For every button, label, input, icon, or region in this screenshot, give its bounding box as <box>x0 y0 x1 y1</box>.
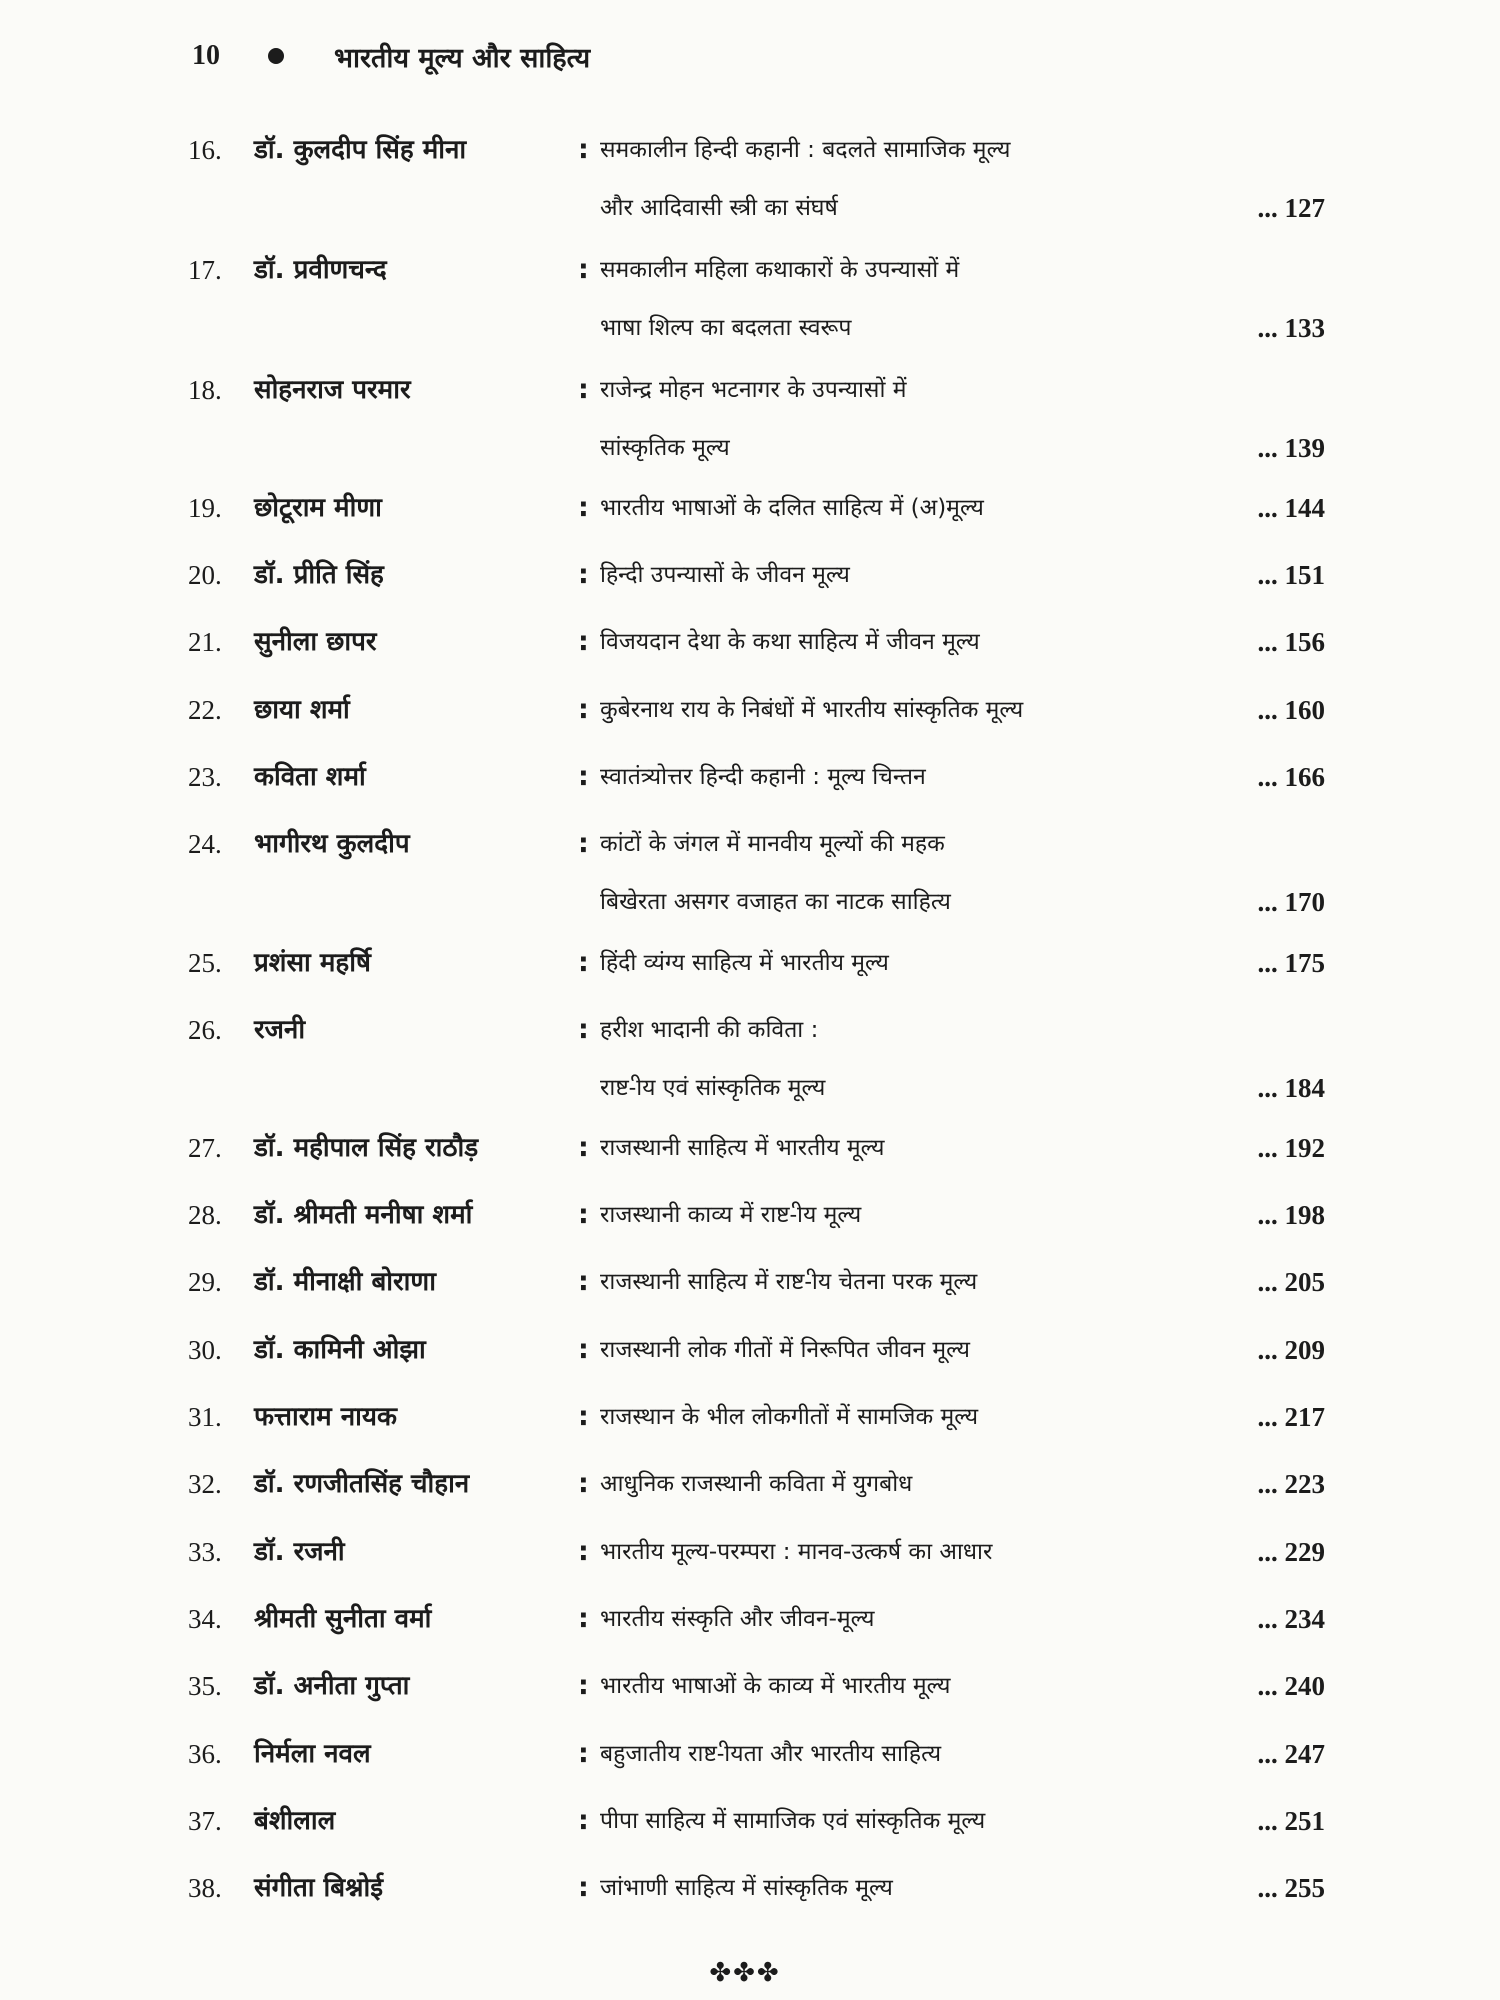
entry-page-number: ... 198 <box>1257 1200 1325 1230</box>
entry-number: 36. <box>188 1739 222 1769</box>
entry-page-number: ... 170 <box>1257 887 1325 917</box>
entry-title-line: और आदिवासी स्त्री का संघर्ष <box>600 195 838 221</box>
entry-separator: : <box>578 1805 589 1836</box>
entry-title <box>600 555 1200 595</box>
entry-page-number: ... 160 <box>1257 695 1325 725</box>
entry-page-number: ... 192 <box>1257 1133 1325 1163</box>
entry-separator: : <box>578 1536 589 1567</box>
entry-page-number: ... 139 <box>1257 433 1325 463</box>
entry-author: डॉ. महीपाल सिंह राठौड़ <box>254 1133 479 1163</box>
entry-title-line: राजेन्द्र मोहन भटनागर के उपन्यासों में <box>600 377 907 403</box>
entry-page-number: ... 234 <box>1257 1604 1325 1634</box>
entry-author: फत्ताराम नायक <box>254 1402 397 1432</box>
entry-number: 30. <box>188 1335 222 1365</box>
entry-separator: : <box>578 1603 589 1634</box>
entry-number: 24. <box>188 829 222 859</box>
entry-number: 26. <box>188 1015 222 1045</box>
entry-title-line: राजस्थानी साहित्य में राष्ट-ीय चेतना परक मूल्य <box>600 1269 978 1295</box>
entry-number: 23. <box>188 762 222 792</box>
entry-author: डॉ. अनीता गुप्ता <box>254 1671 410 1701</box>
toc-entry <box>0 1801 1500 1841</box>
entry-page-number: ... 184 <box>1257 1073 1325 1103</box>
entry-separator: : <box>578 134 589 165</box>
entry-title <box>600 130 1200 228</box>
entry-page-number: ... 127 <box>1257 193 1325 223</box>
toc-entry <box>0 1397 1500 1437</box>
entry-separator: : <box>578 1199 589 1230</box>
entry-separator: : <box>578 559 589 590</box>
entry-title <box>600 943 1200 983</box>
entry-separator: : <box>578 1401 589 1432</box>
toc-entry <box>0 1734 1500 1774</box>
toc-entry <box>0 690 1500 730</box>
entry-title-line: जांभाणी साहित्य में सांस्कृतिक मूल्य <box>600 1875 893 1901</box>
entry-number: 16. <box>188 135 222 165</box>
entry-title-line: भारतीय मूल्य-परम्परा : मानव-उत्कर्ष का आधार <box>600 1539 993 1565</box>
entry-author: बंशीलाल <box>254 1806 336 1836</box>
toc-entry <box>0 250 1500 350</box>
entry-separator: : <box>578 1872 589 1903</box>
entry-separator: : <box>578 1670 589 1701</box>
entry-page-number: ... 209 <box>1257 1335 1325 1365</box>
entry-page-number: ... 240 <box>1257 1671 1325 1701</box>
entry-separator: : <box>578 761 589 792</box>
entry-title-line: बिखेरता असगर वजाहत का नाटक साहित्य <box>600 889 951 915</box>
entry-title <box>600 1010 1200 1108</box>
entry-page-number: ... 223 <box>1257 1469 1325 1499</box>
toc-entry <box>0 622 1500 662</box>
entry-page-number: ... 144 <box>1257 493 1325 523</box>
entry-title-line: आधुनिक राजस्थानी कविता में युगबोध <box>600 1471 913 1497</box>
entry-author: डॉ. कामिनी ओझा <box>254 1335 426 1365</box>
entry-page-number: ... 166 <box>1257 762 1325 792</box>
entry-number: 28. <box>188 1200 222 1230</box>
toc-entry <box>0 370 1500 470</box>
entry-title <box>600 1330 1200 1370</box>
entry-number: 19. <box>188 493 222 523</box>
entry-page-number: ... 251 <box>1257 1806 1325 1836</box>
entry-author: कविता शर्मा <box>254 762 366 792</box>
entry-title-line: विजयदान देथा के कथा साहित्य में जीवन मूल्य <box>600 629 980 655</box>
entry-page-number: ... 247 <box>1257 1739 1325 1769</box>
entry-separator: : <box>578 1132 589 1163</box>
entry-title <box>600 622 1200 662</box>
entry-title-line: समकालीन महिला कथाकारों के उपन्यासों में <box>600 257 960 283</box>
entry-title-line: हरीश भादानी की कविता : <box>600 1017 819 1043</box>
entry-title <box>600 1464 1200 1504</box>
page-number: 10 <box>192 40 220 71</box>
entry-title <box>600 1397 1200 1437</box>
entry-number: 34. <box>188 1604 222 1634</box>
entry-page-number: ... 133 <box>1257 313 1325 343</box>
entry-number: 37. <box>188 1806 222 1836</box>
entry-title <box>600 1801 1200 1841</box>
toc-entry <box>0 1868 1500 1908</box>
entry-number: 25. <box>188 948 222 978</box>
entry-title <box>600 824 1200 922</box>
entry-title-line: हिंदी व्यंग्य साहित्य में भारतीय मूल्य <box>600 950 889 976</box>
entry-title-line: राजस्थानी साहित्य में भारतीय मूल्य <box>600 1135 885 1161</box>
entry-page-number: ... 156 <box>1257 627 1325 657</box>
entry-title-line: राष्ट-ीय एवं सांस्कृतिक मूल्य <box>600 1075 826 1101</box>
toc-entry <box>0 1010 1500 1110</box>
toc-entry <box>0 130 1500 230</box>
entry-number: 17. <box>188 255 222 285</box>
entry-separator: : <box>578 374 589 405</box>
entry-number: 22. <box>188 695 222 725</box>
toc-entry <box>0 1666 1500 1706</box>
entry-title-line: बहुजातीय राष्ट-ीयता और भारतीय साहित्य <box>600 1741 942 1767</box>
entry-page-number: ... 151 <box>1257 560 1325 590</box>
entry-author: डॉ. रणजीतसिंह चौहान <box>254 1469 470 1499</box>
entry-separator: : <box>578 1014 589 1045</box>
running-title: भारतीय मूल्य और साहित्य <box>334 42 591 74</box>
toc-entry <box>0 1128 1500 1168</box>
entry-title <box>600 1868 1200 1908</box>
entry-separator: : <box>578 1266 589 1297</box>
entry-author: श्रीमती सुनीता वर्मा <box>254 1604 432 1634</box>
entry-author: डॉ. कुलदीप सिंह मीना <box>254 135 467 165</box>
entry-separator: : <box>578 1468 589 1499</box>
entry-number: 33. <box>188 1537 222 1567</box>
entry-title-line: सांस्कृतिक मूल्य <box>600 435 730 461</box>
toc-entry <box>0 1330 1500 1370</box>
entry-title-line: कांटों के जंगल में मानवीय मूल्यों की महक <box>600 831 945 857</box>
entry-title <box>600 1195 1200 1235</box>
entry-title <box>600 250 1200 348</box>
entry-author: निर्मला नवल <box>254 1739 371 1769</box>
toc-entry <box>0 488 1500 528</box>
entry-number: 21. <box>188 627 222 657</box>
entry-page-number: ... 229 <box>1257 1537 1325 1567</box>
toc-entry <box>0 943 1500 983</box>
entry-author: छाया शर्मा <box>254 695 350 725</box>
entry-author: रजनी <box>254 1015 306 1045</box>
entry-separator: : <box>578 1738 589 1769</box>
entry-page-number: ... 217 <box>1257 1402 1325 1432</box>
entry-title-line: स्वातंत्र्योत्तर हिन्दी कहानी : मूल्य चिन्तन <box>600 764 926 790</box>
entry-number: 38. <box>188 1873 222 1903</box>
entry-separator: : <box>578 254 589 285</box>
entry-title-line: राजस्थानी लोक गीतों में निरूपित जीवन मूल्य <box>600 1337 971 1363</box>
entry-title-line: पीपा साहित्य में सामाजिक एवं सांस्कृतिक मूल्य <box>600 1808 986 1834</box>
entry-separator: : <box>578 492 589 523</box>
entry-separator: : <box>578 947 589 978</box>
entry-title <box>600 757 1200 797</box>
entry-number: 31. <box>188 1402 222 1432</box>
toc-entry <box>0 1532 1500 1572</box>
entry-page-number: ... 255 <box>1257 1873 1325 1903</box>
entry-title <box>600 1599 1200 1639</box>
entry-separator: : <box>578 828 589 859</box>
entry-title <box>600 690 1200 730</box>
entry-number: 27. <box>188 1133 222 1163</box>
entry-title-line: राजस्थानी काव्य में राष्ट-ीय मूल्य <box>600 1202 862 1228</box>
entry-author: डॉ. प्रवीणचन्द <box>254 255 387 285</box>
entry-separator: : <box>578 626 589 657</box>
entry-title <box>600 488 1200 528</box>
entry-separator: : <box>578 1334 589 1365</box>
entry-title-line: हिन्दी उपन्यासों के जीवन मूल्य <box>600 562 850 588</box>
entry-page-number: ... 205 <box>1257 1267 1325 1297</box>
entry-title <box>600 1666 1200 1706</box>
entry-title <box>600 1532 1200 1572</box>
toc-entry <box>0 555 1500 595</box>
entry-number: 32. <box>188 1469 222 1499</box>
toc-entry <box>0 757 1500 797</box>
entry-author: डॉ. श्रीमती मनीषा शर्मा <box>254 1200 473 1230</box>
entry-number: 20. <box>188 560 222 590</box>
entry-title-line: भारतीय भाषाओं के काव्य में भारतीय मूल्य <box>600 1673 951 1699</box>
bullet-icon <box>268 48 284 64</box>
toc-entry <box>0 824 1500 924</box>
toc-entry <box>0 1464 1500 1504</box>
entry-number: 29. <box>188 1267 222 1297</box>
entry-number: 18. <box>188 375 222 405</box>
entry-title <box>600 370 1200 468</box>
entry-author: डॉ. प्रीति सिंह <box>254 560 384 590</box>
entry-title-line: भारतीय भाषाओं के दलित साहित्य में (अ)मूल्य <box>600 495 984 521</box>
entry-separator: : <box>578 694 589 725</box>
entry-author: सोहनराज परमार <box>254 375 411 405</box>
toc-entry <box>0 1195 1500 1235</box>
entry-title-line: समकालीन हिन्दी कहानी : बदलते सामाजिक मूल्य <box>600 137 1011 163</box>
entry-author: डॉ. मीनाक्षी बोराणा <box>254 1267 436 1297</box>
page-header <box>192 34 1310 78</box>
entry-title-line: राजस्थान के भील लोकगीतों में सामजिक मूल्य <box>600 1404 979 1430</box>
entry-title <box>600 1262 1200 1302</box>
entry-title <box>600 1734 1200 1774</box>
entry-author: छोटूराम मीणा <box>254 493 382 523</box>
entry-page-number: ... 175 <box>1257 948 1325 978</box>
toc-entry <box>0 1262 1500 1302</box>
entry-author: सुनीला छापर <box>254 627 377 657</box>
entry-author: डॉ. रजनी <box>254 1537 345 1567</box>
toc-entry <box>0 1599 1500 1639</box>
entry-author: संगीता बिश्नोई <box>254 1873 384 1903</box>
entry-title-line: कुबेरनाथ राय के निबंधों में भारतीय सांस्कृतिक मूल्य <box>600 697 1024 723</box>
entry-title <box>600 1128 1200 1168</box>
entry-number: 35. <box>188 1671 222 1701</box>
entry-title-line: भारतीय संस्कृति और जीवन-मूल्य <box>600 1606 875 1632</box>
entry-title-line: भाषा शिल्प का बदलता स्वरूप <box>600 315 852 341</box>
entry-author: भागीरथ कुलदीप <box>254 829 410 859</box>
entry-author: प्रशंसा महर्षि <box>254 948 371 978</box>
end-ornament: ✤✤✤ <box>709 1958 781 1988</box>
